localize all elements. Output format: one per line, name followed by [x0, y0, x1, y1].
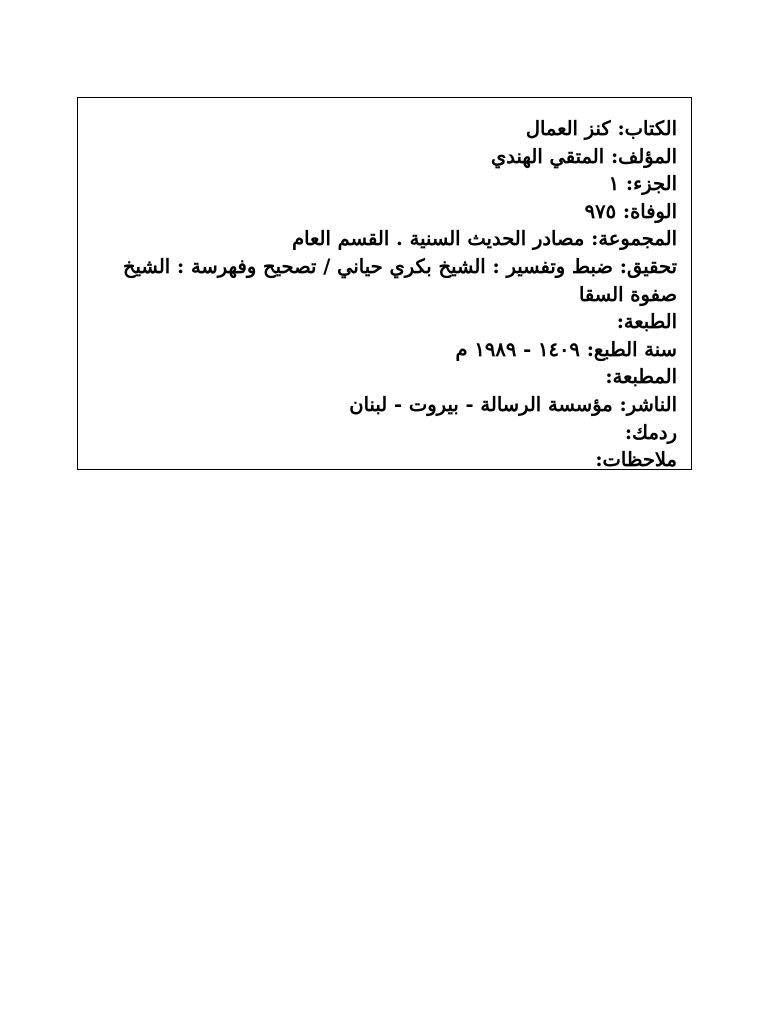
editor-value: ضبط وتفسير : الشيخ بكري حياني / تصحيح وفهرسة : الشيخ صفوة السقا: [122, 254, 677, 306]
isbn-line: [94, 419, 677, 447]
notes-line: [94, 446, 677, 474]
collection-label: المجموعة:: [591, 227, 677, 251]
collection-value: مصادر الحديث السنية . القسم العام: [292, 227, 585, 251]
author-line: [94, 143, 677, 171]
press-label: المطبعة:: [605, 365, 677, 389]
author-label: المؤلف:: [610, 144, 677, 168]
press-line: [94, 363, 677, 391]
book-title-value: كنز العمال: [525, 117, 611, 140]
print-year-line: [94, 336, 677, 364]
print-year-label: سنة الطبع:: [586, 337, 677, 361]
book-title-line: [94, 115, 677, 143]
publisher-label: الناشر:: [619, 392, 677, 416]
book-title-label: الكتاب:: [617, 117, 677, 140]
death-year-label: الوفاة:: [622, 199, 677, 223]
editor-label: تحقيق:: [619, 254, 677, 278]
editor-line: [94, 253, 677, 308]
volume-line: [94, 170, 677, 198]
print-year-value: ١٤٠٩ - ١٩٨٩ م: [455, 337, 580, 361]
author-value: المتقي الهندي: [491, 144, 605, 168]
death-year-line: [94, 198, 677, 226]
edition-label: الطبعة:: [616, 310, 677, 334]
isbn-label: ردمك:: [624, 420, 677, 444]
publisher-value: مؤسسة الرسالة - بيروت - لبنان: [349, 392, 613, 416]
publisher-line: [94, 391, 677, 419]
collection-line: [94, 225, 677, 253]
edition-line: [94, 308, 677, 336]
volume-label: الجزء:: [625, 172, 677, 196]
book-info-card: [77, 97, 692, 470]
death-year-value: ٩٧٥: [584, 199, 617, 223]
notes-label: ملاحظات:: [595, 448, 677, 472]
volume-value: ١: [608, 172, 620, 196]
